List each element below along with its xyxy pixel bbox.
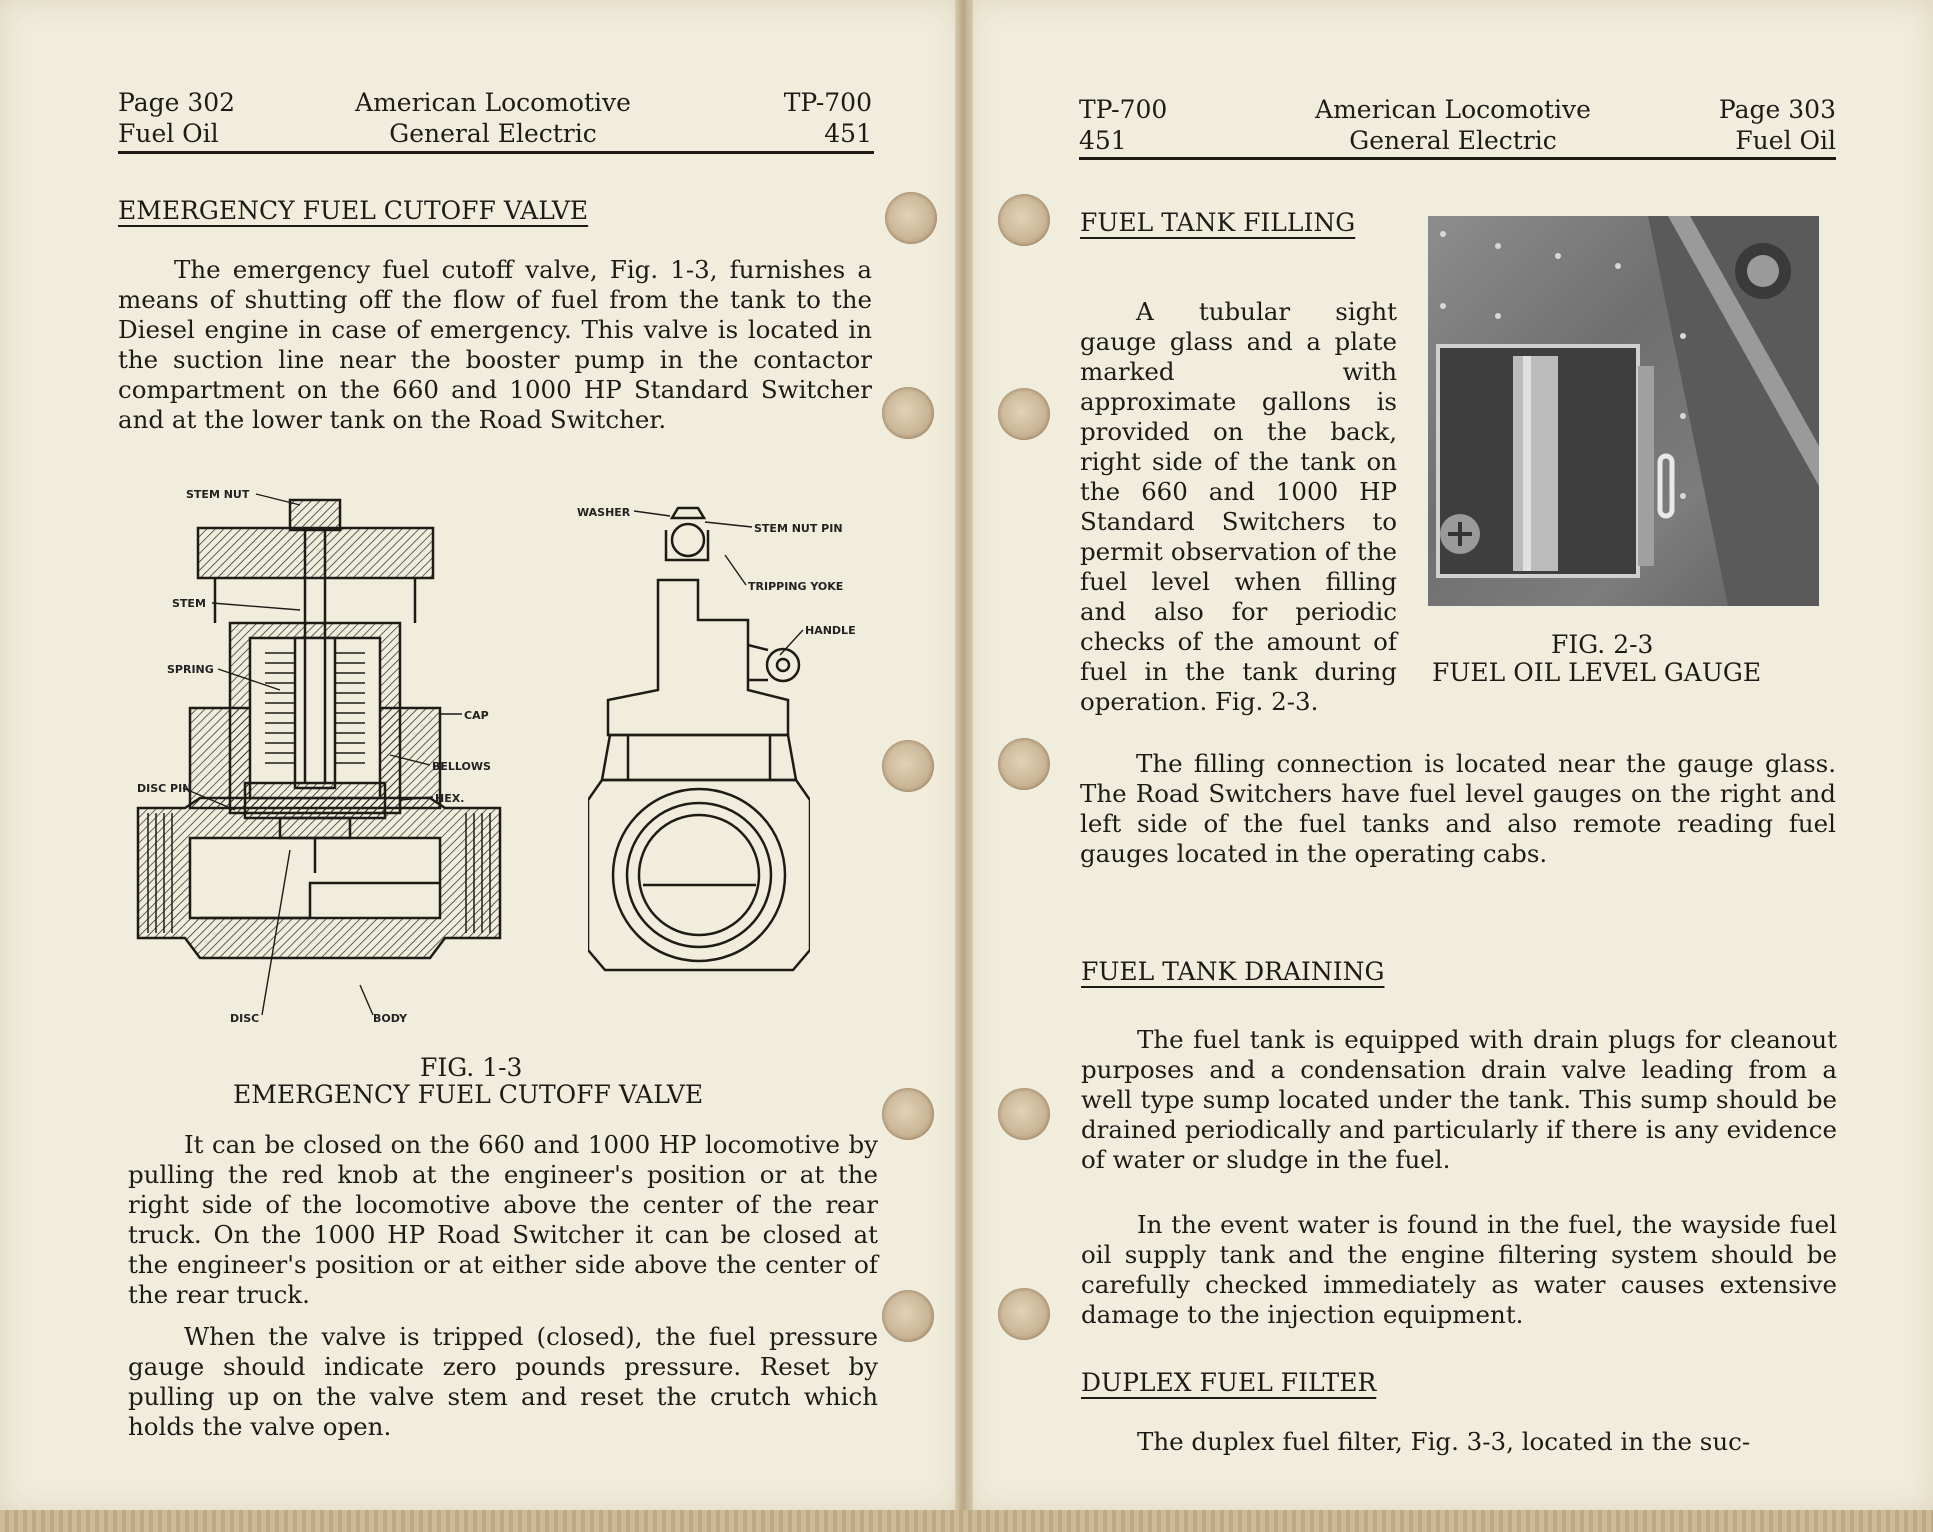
figure-number: FIG. 2-3 xyxy=(1551,630,1654,659)
paragraph: A tubular sight gauge glass and a plate marked with approximate gallons is provided on the back, right side of the tank on the 660 and 1000 HP Standard Switchers to permit observation of the fuel level when filling and also for periodic checks of the amount of fuel in the tank during operation. Fig. 2-3. xyxy=(1080,297,1397,716)
label-leader-lines xyxy=(0,0,960,1100)
punch-hole-icon xyxy=(998,1288,1050,1340)
punch-hole-icon xyxy=(882,1290,934,1342)
label-stem-nut-pin: STEM NUT PIN xyxy=(754,522,843,535)
photo-illustration xyxy=(1428,216,1819,606)
label-hex: HEX. xyxy=(435,792,465,805)
section-name: Fuel Oil xyxy=(1735,126,1836,155)
page-edge xyxy=(0,1510,1933,1532)
page-number: Page 303 xyxy=(1718,95,1836,124)
punch-hole-icon xyxy=(998,1088,1050,1140)
label-disc-pin: DISC PIN xyxy=(137,782,192,795)
doc-code: TP-700 xyxy=(1079,95,1168,124)
section-name: Fuel Oil xyxy=(118,119,219,148)
label-stem: STEM xyxy=(172,597,206,610)
punch-hole-icon xyxy=(998,388,1050,440)
company-line-1: American Locomotive xyxy=(355,88,631,117)
fuel-gauge-photo xyxy=(1428,216,1819,606)
company-line-1: American Locomotive xyxy=(1315,95,1591,124)
page-number: Page 302 xyxy=(118,88,236,117)
paragraph: The emergency fuel cutoff valve, Fig. 1-3, furnishes a means of shutting off the flow of fuel from the tank to the Diesel engine in case of emergency. This valve is located in the suction line near the booster pump in the contactor compartment on the 660 and 1000 HP Standard Switcher and at the lower tank on the Road Switcher. xyxy=(118,255,872,434)
company-line-2: General Electric xyxy=(389,119,597,148)
paragraph: When the valve is tripped (closed), the fuel pressure gauge should indicate zero pounds pressure. Reset by pulling up on the valve stem and reset the crutch which holds the valve open. xyxy=(128,1322,878,1441)
header-rule xyxy=(1079,157,1836,160)
figure-caption: FUEL OIL LEVEL GAUGE xyxy=(1432,658,1762,687)
right-header-code xyxy=(1079,94,1167,156)
section-heading: FUEL TANK FILLING xyxy=(1080,208,1356,237)
label-spring: SPRING xyxy=(167,663,214,676)
doc-code: TP-700 xyxy=(783,88,872,117)
label-handle: HANDLE xyxy=(805,624,856,637)
paragraph: In the event water is found in the fuel, the wayside fuel oil supply tank and the engine filtering system should be carefully checked immediately as water causes extensive damage to the injection equipment. xyxy=(1081,1210,1837,1329)
figure-number: FIG. 1-3 xyxy=(420,1053,523,1082)
label-disc: DISC xyxy=(230,1012,260,1025)
section-heading: EMERGENCY FUEL CUTOFF VALVE xyxy=(118,196,589,225)
paragraph: The filling connection is located near the gauge glass. The Road Switchers have fuel level gauges on the right and left side of the fuel tanks and also remote reading fuel gauges located in the operating cabs. xyxy=(1080,749,1836,868)
paragraph: The fuel tank is equipped with drain plugs for cleanout purposes and a condensation drain valve leading from a well type sump located under the tank. This sump should be drained periodically and particularly if there is any evidence of water or sludge in the fuel. xyxy=(1081,1025,1837,1174)
paragraph: It can be closed on the 660 and 1000 HP locomotive by pulling the red knob at the engineer's position or at the right side of the locomotive above the center of the rear truck. On the 1000 HP Road Switcher it can be closed at the engineer's position or at either side above the center of the rear truck. xyxy=(128,1130,878,1309)
right-header-page xyxy=(1640,94,1836,156)
punch-hole-icon xyxy=(998,738,1050,790)
company-line-2: General Electric xyxy=(1349,126,1557,155)
punch-hole-icon xyxy=(998,194,1050,246)
label-stem-nut: STEM NUT xyxy=(186,488,250,501)
right-header-company xyxy=(1303,94,1603,156)
doc-number: 451 xyxy=(1079,126,1127,155)
section-heading: DUPLEX FUEL FILTER xyxy=(1081,1368,1377,1397)
section-heading: FUEL TANK DRAINING xyxy=(1081,957,1385,986)
paragraph: The duplex fuel filter, Fig. 3-3, located in the suc- xyxy=(1137,1427,1751,1456)
label-body: BODY xyxy=(373,1012,408,1025)
label-bellows: BELLOWS xyxy=(432,760,491,773)
doc-number: 451 xyxy=(824,119,872,148)
label-washer: WASHER xyxy=(577,506,631,519)
label-cap: CAP xyxy=(464,709,489,722)
figure-caption: EMERGENCY FUEL CUTOFF VALVE xyxy=(233,1080,704,1109)
label-tripping-yoke: TRIPPING YOKE xyxy=(748,580,844,593)
